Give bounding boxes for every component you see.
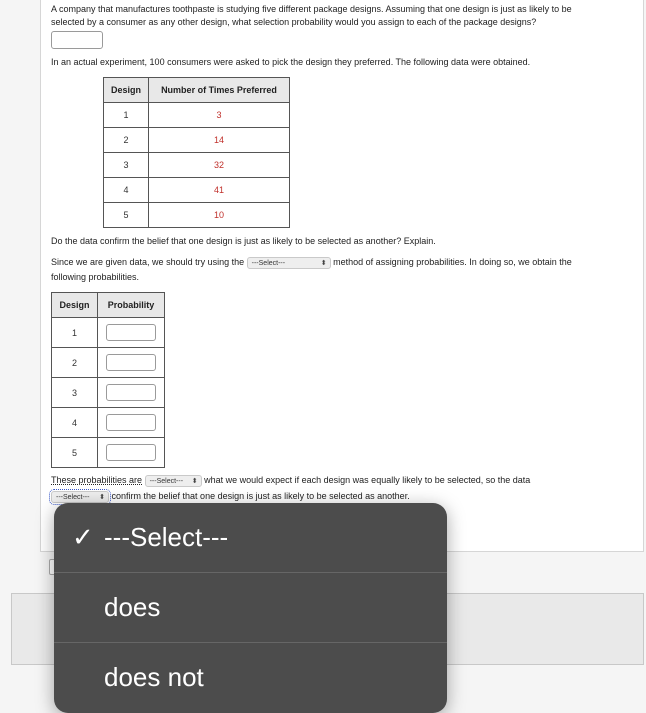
table-row (52, 378, 165, 408)
option-does[interactable] (54, 573, 447, 642)
chevron-updown-icon: ⬍ (191, 477, 198, 485)
conclusion-sentence (51, 474, 636, 503)
probability-cell (98, 318, 165, 348)
table-row (52, 318, 165, 348)
chevron-updown-icon: ⬍ (99, 493, 105, 501)
intro-line-1: A company that manufactures toothpaste is studying five different package designs. Assuming that one design is just as likely to be (51, 4, 572, 14)
design-cell: 5 (52, 438, 98, 468)
probability-cell (98, 348, 165, 378)
expect-select[interactable]: ---Select--- ⬍ (145, 475, 202, 487)
dropdown-menu (54, 503, 447, 713)
confirm-select[interactable]: ---Select--- ⬍ (51, 491, 109, 503)
probability-header: Probability (98, 293, 165, 318)
probability-input[interactable] (106, 324, 156, 341)
design-cell: 5 (104, 203, 149, 228)
uniform-probability-input[interactable] (51, 31, 103, 49)
count-cell: 14 (149, 128, 290, 153)
probability-input[interactable] (106, 414, 156, 431)
preference-data-table (103, 77, 290, 228)
count-cell: 32 (149, 153, 290, 178)
probability-input[interactable] (106, 444, 156, 461)
method-select[interactable]: ---Select--- ⬍ (247, 257, 331, 269)
design-cell: 4 (104, 178, 149, 203)
conclusion-text-pre: These probabilities are (51, 475, 143, 485)
table-row (104, 153, 290, 178)
table-row (52, 348, 165, 378)
chevron-updown-icon: ⬍ (320, 259, 327, 267)
method-text-line2: following probabilities. (51, 272, 140, 282)
method-sentence (51, 256, 636, 284)
table-row (52, 438, 165, 468)
probability-table (51, 292, 165, 468)
design-cell: 1 (104, 103, 149, 128)
probability-input[interactable] (106, 384, 156, 401)
design-header: Design (52, 293, 98, 318)
count-cell: 3 (149, 103, 290, 128)
probability-cell (98, 438, 165, 468)
method-text-post: method of assigning probabilities. In doing so, we obtain the (333, 257, 572, 267)
option-label: does not (104, 662, 204, 692)
table-row (104, 178, 290, 203)
design-cell: 2 (52, 348, 98, 378)
option-label: ---Select--- (104, 522, 229, 552)
probability-cell (98, 378, 165, 408)
design-cell: 4 (52, 408, 98, 438)
option-does-not[interactable] (54, 643, 447, 712)
design-header: Design (104, 78, 149, 103)
checkmark-icon: ✓ (72, 522, 94, 552)
table-row (104, 128, 290, 153)
table-row (52, 408, 165, 438)
intro-line-2: selected by a consumer as any other design, what selection probability would you assign to each of the package designs? (51, 17, 537, 27)
confirm-question: Do the data confirm the belief that one design is just as likely to be selected as another? Explain. (51, 236, 436, 246)
conclusion-text-line2: confirm the belief that one design is just as likely to be selected as another. (111, 491, 410, 501)
option-label: does (104, 592, 161, 622)
table-row (104, 203, 290, 228)
design-cell: 3 (104, 153, 149, 178)
probability-input[interactable] (106, 354, 156, 371)
table-row (104, 103, 290, 128)
count-cell: 41 (149, 178, 290, 203)
conclusion-text-post: what we would expect if each design was equally likely to be selected, so the data (204, 475, 531, 485)
design-cell: 1 (52, 318, 98, 348)
probability-cell (98, 408, 165, 438)
count-cell: 10 (149, 203, 290, 228)
experiment-text: In an actual experiment, 100 consumers were asked to pick the design they preferred. The following data were obtained. (51, 57, 531, 67)
method-text-pre: Since we are given data, we should try using the (51, 257, 245, 267)
design-cell: 2 (104, 128, 149, 153)
times-preferred-header: Number of Times Preferred (149, 78, 290, 103)
design-cell: 3 (52, 378, 98, 408)
option-select[interactable] (54, 503, 447, 572)
intro-text (51, 3, 641, 29)
